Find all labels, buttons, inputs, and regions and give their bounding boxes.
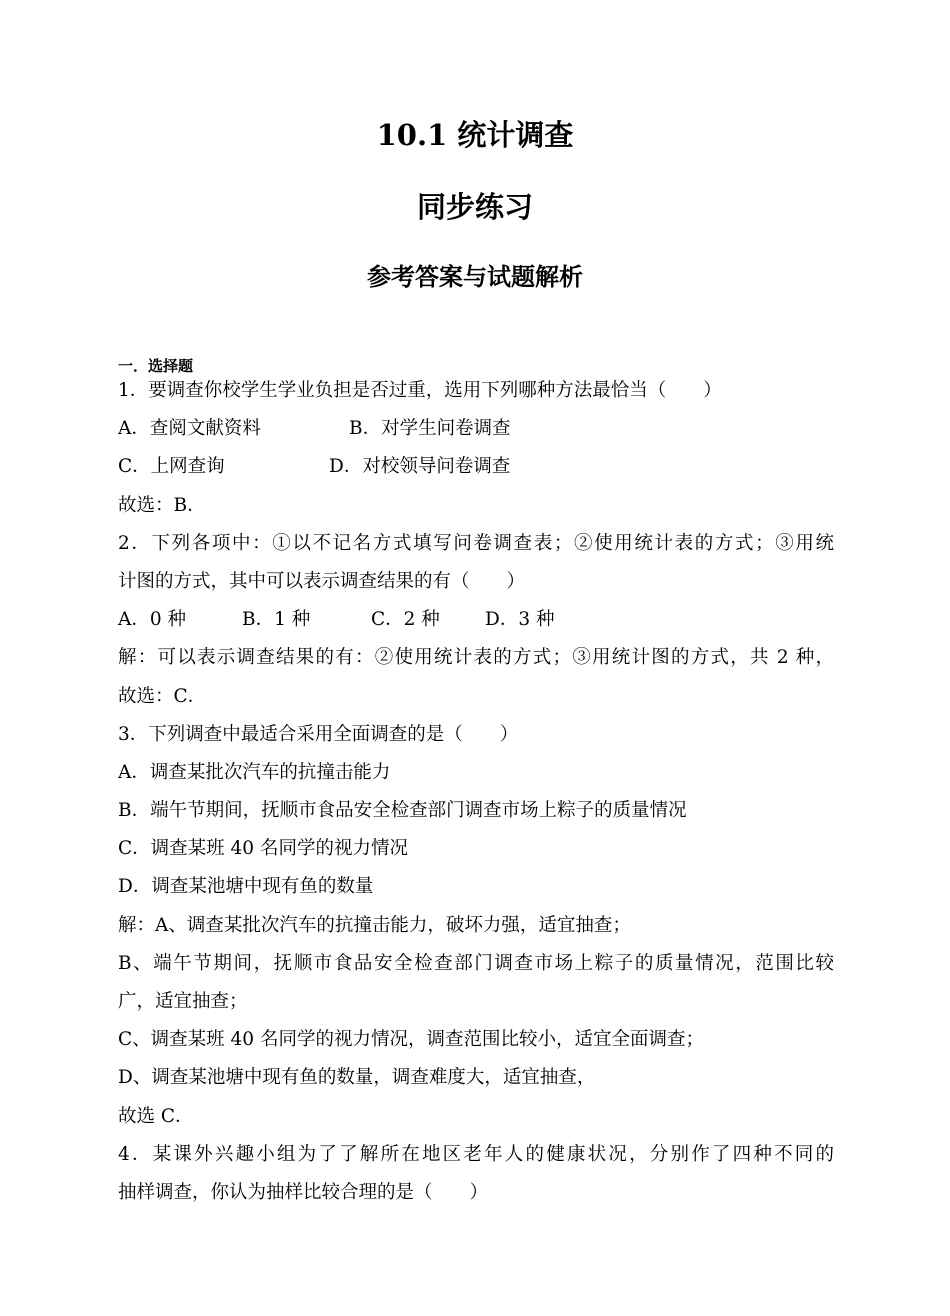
- question-2-option-d: D．3 种: [485, 609, 555, 631]
- question-2-option-b: B．1 种: [242, 609, 311, 631]
- question-3-option-d: D．调查某池塘中现有鱼的数量: [118, 876, 374, 898]
- question-1-options-row-2: [118, 448, 834, 486]
- question-1-option-c: C．上网查询: [118, 456, 225, 478]
- question-2-option-c: C．2 种: [371, 609, 440, 631]
- question-3-solution-line-1: 解：A、调查某批次汽车的抗撞击能力，破坏力强，适宜抽查；: [118, 914, 631, 936]
- answer-key-heading: 参考答案与试题解析: [367, 262, 583, 291]
- question-3-stem: 3．下列调查中最适合采用全面调查的是（ ）: [118, 723, 519, 745]
- question-2-solution: 解：可以表示调查结果的有：②使用统计表的方式；③用统计图的方式，共 2 种，: [118, 647, 834, 669]
- document-subtitle: 同步练习: [416, 190, 533, 224]
- question-1-option-b: B．对学生问卷调查: [349, 418, 511, 440]
- question-1-option-d: D．对校领导问卷调查: [329, 456, 511, 478]
- question-1-options-row-1: [118, 410, 834, 448]
- question-3-solution-line-4: C、调查某班 40 名同学的视力情况，调查范围比较小，适宜全面调查；: [118, 1029, 704, 1051]
- question-3-solution-line-5: D、调查某池塘中现有鱼的数量，调查难度大，适宜抽查，: [118, 1067, 596, 1089]
- question-1-answer: 故选：B．: [118, 494, 206, 516]
- section-heading-multiple-choice: 一．选择题: [118, 357, 194, 375]
- question-1-stem: 1．要调查你校学生学业负担是否过重，选用下列哪种方法最恰当（ ）: [118, 380, 722, 401]
- question-3-solution-line-3: 广，适宜抽查；: [118, 991, 248, 1012]
- question-4-stem-line-2: 抽样调查，你认为抽样比较合理的是（ ）: [118, 1181, 489, 1203]
- question-2-answer: 故选：C．: [118, 685, 207, 707]
- question-2-options: [118, 601, 834, 639]
- question-3-answer: 故选 C．: [118, 1105, 194, 1127]
- question-3-option-a: A．调查某批次汽车的抗撞击能力: [118, 761, 391, 783]
- question-1-option-a: A．查阅文献资料: [118, 418, 261, 440]
- question-3-option-c: C．调查某班 40 名同学的视力情况: [118, 838, 408, 860]
- question-2-option-a: A．0 种: [118, 609, 187, 631]
- document-title: 10.1 统计调查: [376, 118, 574, 152]
- question-4-stem-line-1: 4．某课外兴趣小组为了了解所在地区老年人的健康状况，分别作了四种不同的: [118, 1143, 834, 1165]
- question-3-option-b: B．端午节期间，抚顺市食品安全检查部门调查市场上粽子的质量情况: [118, 800, 687, 822]
- question-3-solution-line-2: B、端午节期间，抚顺市食品安全检查部门调查市场上粽子的质量情况，范围比较: [118, 952, 834, 974]
- question-list: [118, 372, 834, 1212]
- question-2-stem-line-2: 计图的方式，其中可以表示调查结果的有（ ）: [118, 570, 526, 592]
- question-2-stem-line-1: 2．下列各项中：①以不记名方式填写问卷调查表；②使用统计表的方式；③用统: [118, 532, 834, 554]
